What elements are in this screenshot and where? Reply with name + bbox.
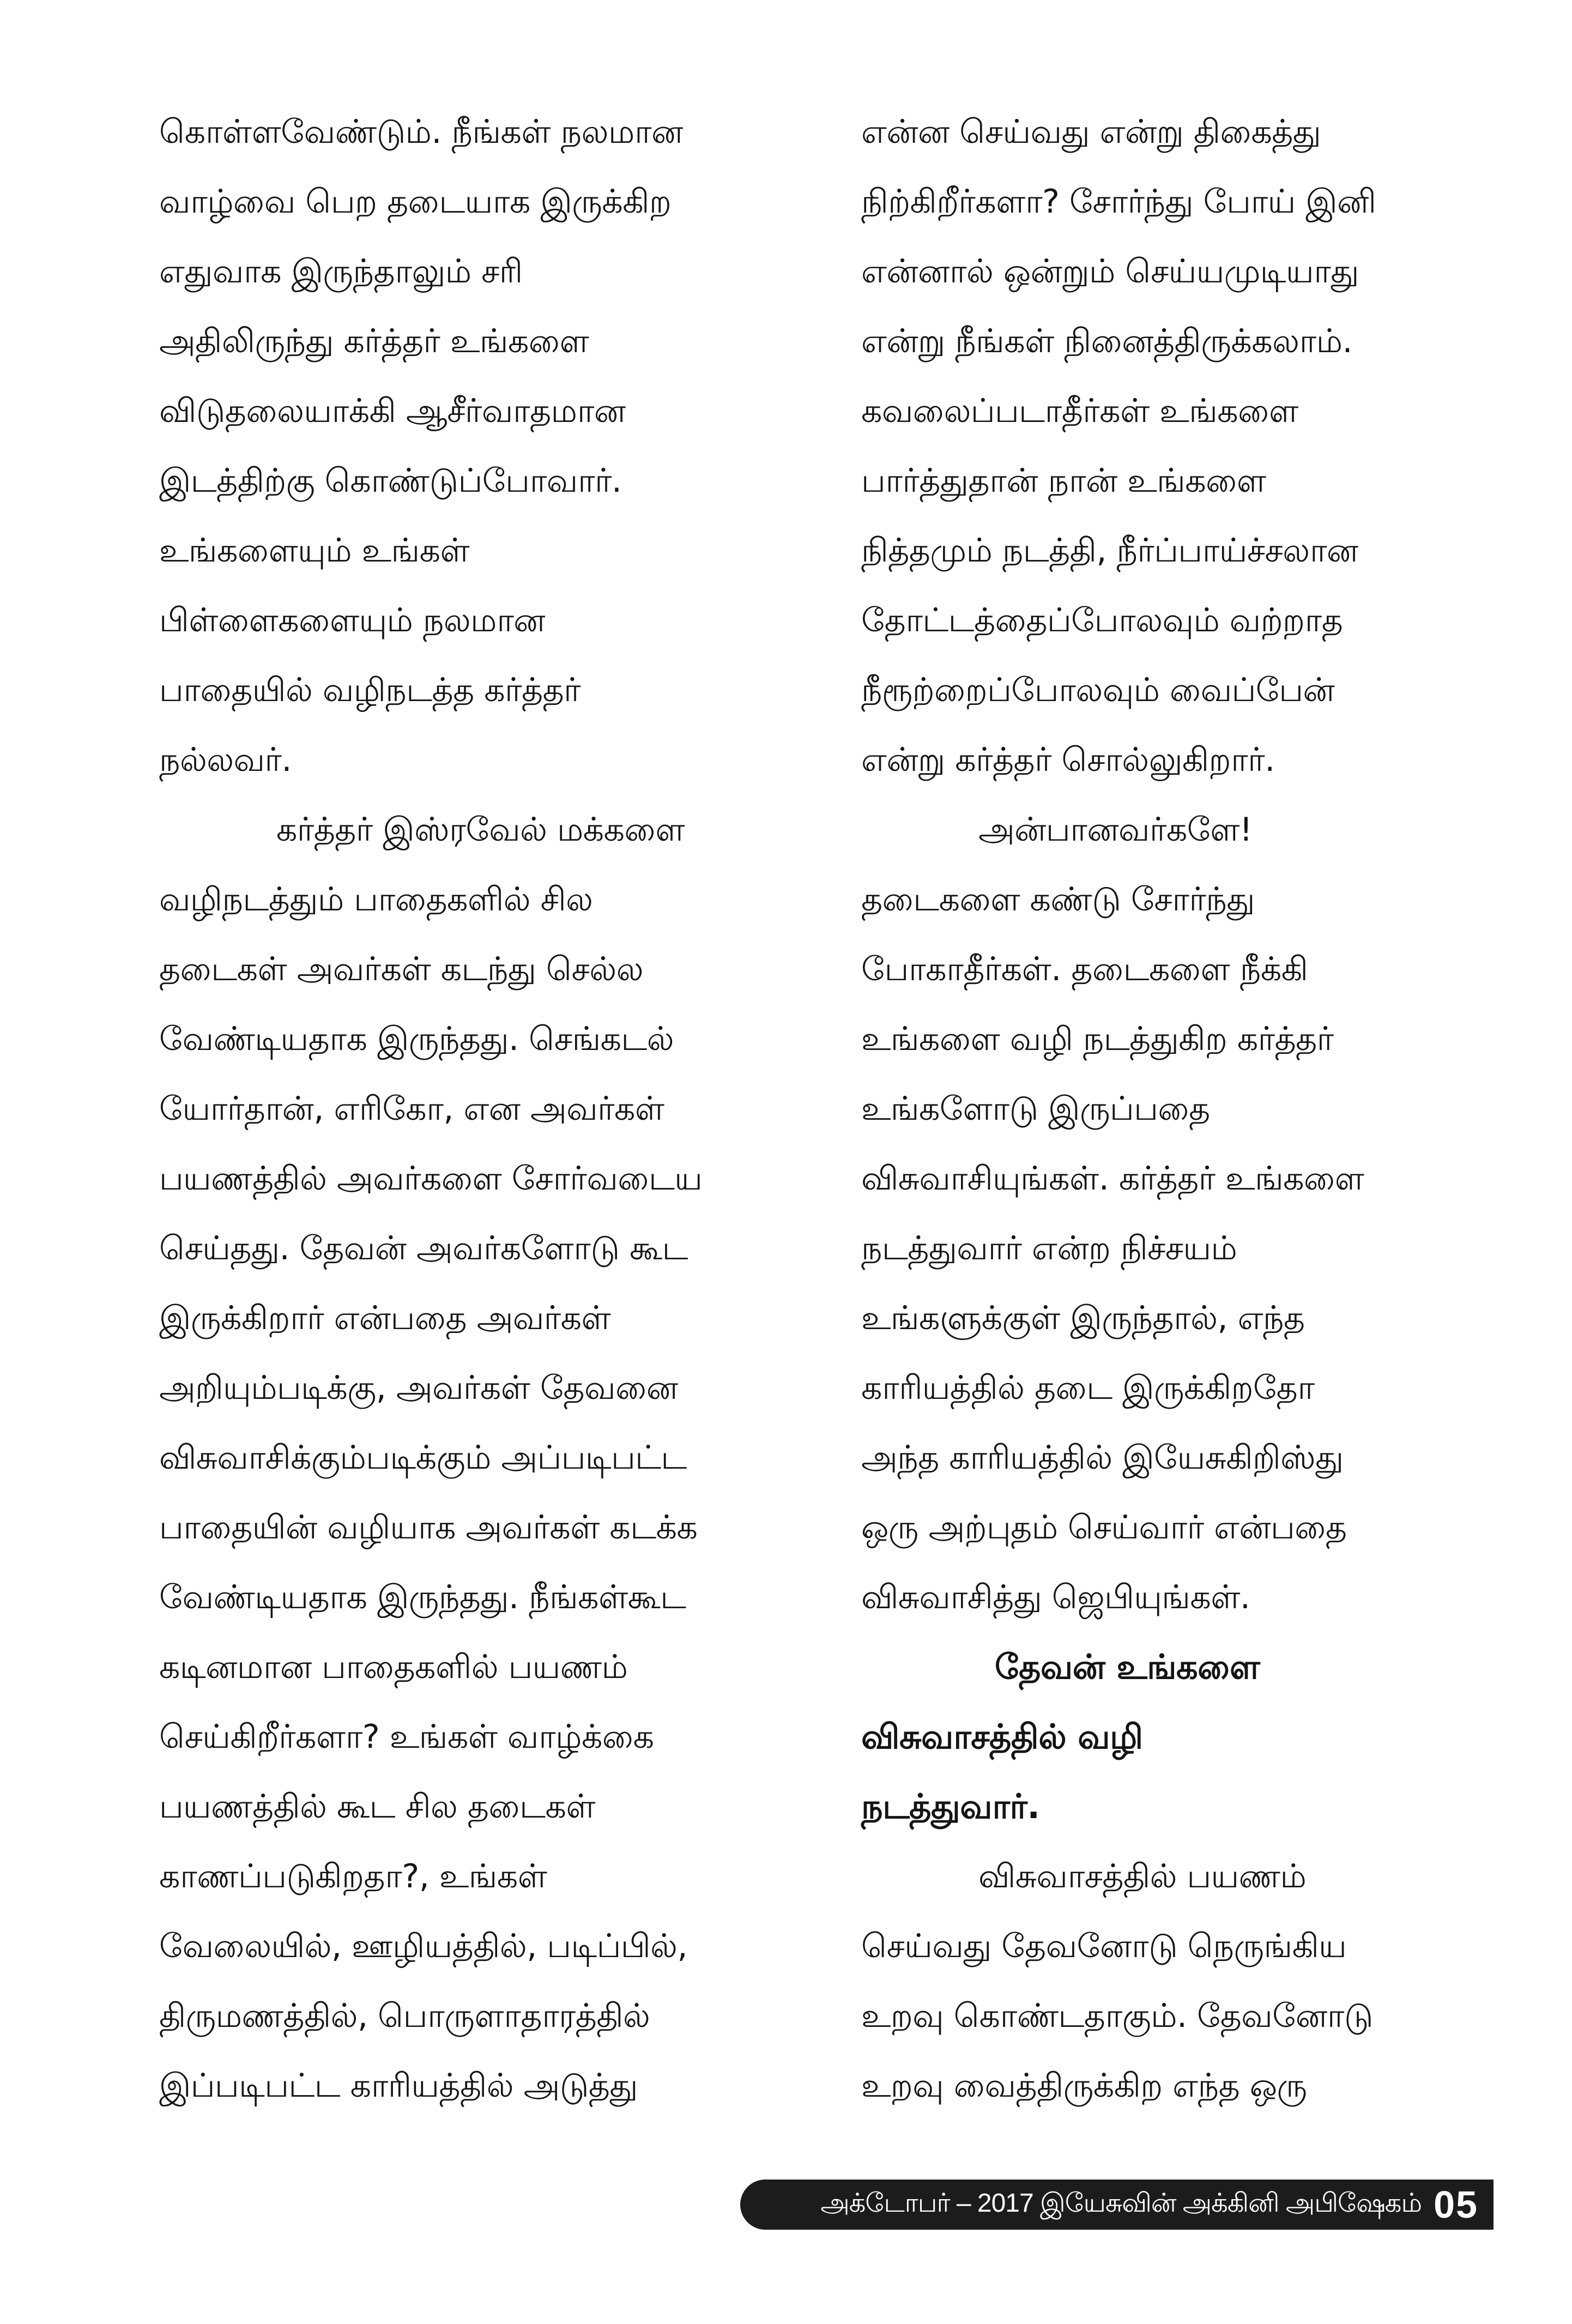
right-text-line: செய்வது தேவனோடு நெருங்கிய [861,1927,1347,1965]
right-text-line: நீரூற்றைப்போலவும் வைப்பேன் [861,671,1335,709]
left-text-line: அதிலிருந்து கர்த்தர் உங்களை [159,322,589,360]
right-text-line: உறவு வைத்திருக்கிற எந்த ஒரு [861,2067,1307,2105]
left-text-line: பயணத்தில் அவர்களை சோர்வடைய [159,1160,703,1198]
right-text-line: என்னால் ஒன்றும் செய்யமுடியாது [861,252,1359,291]
right-text-line: என்ன செய்வது என்று திகைத்து [861,113,1321,151]
left-text-line: வாழ்வை பெற தடையாக இருக்கிற [159,183,672,221]
right-text-line: நடத்துவார் என்ற நிச்சயம் [861,1229,1237,1267]
left-text-line: யோர்தான், எரிகோ, என அவர்கள் [159,1090,664,1128]
left-text-line: செய்கிறீர்களா? உங்கள் வாழ்க்கை [159,1718,654,1756]
footer-issue-title: அக்டோபர் – 2017 இயேசுவின் அக்கினி அபிஷேகம் [820,2188,1422,2218]
left-text-line: பாதையின் வழியாக அவர்கள் கடக்க [159,1508,698,1547]
right-text-line: விசுவாசத்தில் பயணம் [978,1857,1307,1896]
right-text-column [861,97,1523,2121]
left-text-line: வேண்டியதாக இருந்தது. நீங்கள்கூட [159,1578,686,1616]
left-text-line: விடுதலையாக்கி ஆசீர்வாதமான [159,392,626,430]
right-text-line: விசுவாசியுங்கள். கர்த்தர் உங்களை [861,1160,1364,1198]
left-text-line: கடினமான பாதைகளில் பயணம் [159,1648,628,1686]
left-text-column [159,97,821,2121]
right-text-line: உங்களை வழி நடத்துகிற கர்த்தர் [861,1020,1334,1058]
left-text-line: பிள்ளைகளையும் நலமான [159,601,545,639]
left-text-line: செய்தது. தேவன் அவர்களோடு கூட [159,1229,688,1267]
left-text-line: இடத்திற்கு கொண்டுப்போவார். [159,462,622,500]
right-text-line: அந்த காரியத்தில் இயேசுகிறிஸ்து [861,1439,1344,1477]
right-heading-line: தேவன் உங்களை [995,1647,1260,1687]
right-text-line: கவலைப்படாதீர்கள் உங்களை [861,392,1298,430]
right-text-line: காரியத்தில் தடை இருக்கிறதோ [861,1369,1315,1407]
right-heading-line: விசுவாசத்தில் வழி [861,1717,1143,1756]
left-text-line: வேண்டியதாக இருந்தது. செங்கடல் [159,1020,674,1058]
right-text-line: நித்தமும் நடத்தி, நீர்ப்பாய்ச்சலான [861,532,1358,570]
left-text-line: பாதையில் வழிநடத்த கர்த்தர் [159,671,581,709]
left-text-line: எதுவாக இருந்தாலும் சரி [159,252,523,291]
right-text-line: தோட்டத்தைப்போலவும் வற்றாத [861,601,1343,639]
left-text-line: வழிநடத்தும் பாதைகளில் சில [159,880,593,919]
left-text-line: கொள்ளவேண்டும். நீங்கள் நலமான [159,113,683,151]
right-text-line: என்று நீங்கள் நினைத்திருக்கலாம். [861,322,1353,360]
left-text-line: நல்லவர். [159,741,292,779]
right-text-line: என்று கர்த்தர் சொல்லுகிறார். [861,741,1275,779]
right-text-line: ஒரு அற்புதம் செய்வார் என்பதை [861,1508,1347,1547]
page-number: 05 [1434,2183,1478,2226]
left-text-line: இருக்கிறார் என்பதை அவர்கள் [159,1299,611,1337]
left-text-line: கர்த்தர் இஸ்ரவேல் மக்களை [276,811,685,849]
right-heading-line: நடத்துவார். [861,1786,1040,1826]
right-text-line: விசுவாசித்து ஜெபியுங்கள். [861,1578,1250,1616]
right-text-line: நிற்கிறீர்களா? சோர்ந்து போய் இனி [861,183,1376,221]
page-footer-banner [740,2180,1494,2230]
right-text-line: அன்பானவர்களே! [978,811,1253,849]
left-text-line: தடைகள் அவர்கள் கடந்து செல்ல [159,950,644,988]
right-text-line: உங்களோடு இருப்பதை [861,1090,1210,1128]
left-text-line: திருமணத்தில், பொருளாதாரத்தில் [159,1997,650,2035]
left-text-line: இப்படிபட்ட காரியத்தில் அடுத்து [159,2067,638,2105]
left-text-line: உங்களையும் உங்கள் [159,532,470,570]
right-text-line: போகாதீர்கள். தடைகளை நீக்கி [861,950,1308,988]
right-text-line: பார்த்துதான் நான் உங்களை [861,462,1266,500]
right-text-line: உங்களுக்குள் இருந்தால், எந்த [861,1299,1305,1337]
left-text-line: காணப்படுகிறதா?, உங்கள் [159,1857,547,1896]
left-text-line: விசுவாசிக்கும்படிக்கும் அப்படிபட்ட [159,1439,687,1477]
left-text-line: வேலையில், ஊழியத்தில், படிப்பில், [159,1927,688,1965]
left-text-line: அறியும்படிக்கு, அவர்கள் தேவனை [159,1369,678,1407]
right-text-line: தடைகளை கண்டு சோர்ந்து [861,880,1255,919]
left-text-line: பயணத்தில் கூட சில தடைகள் [159,1788,596,1826]
right-text-line: உறவு கொண்டதாகும். தேவனோடு [861,1997,1373,2035]
